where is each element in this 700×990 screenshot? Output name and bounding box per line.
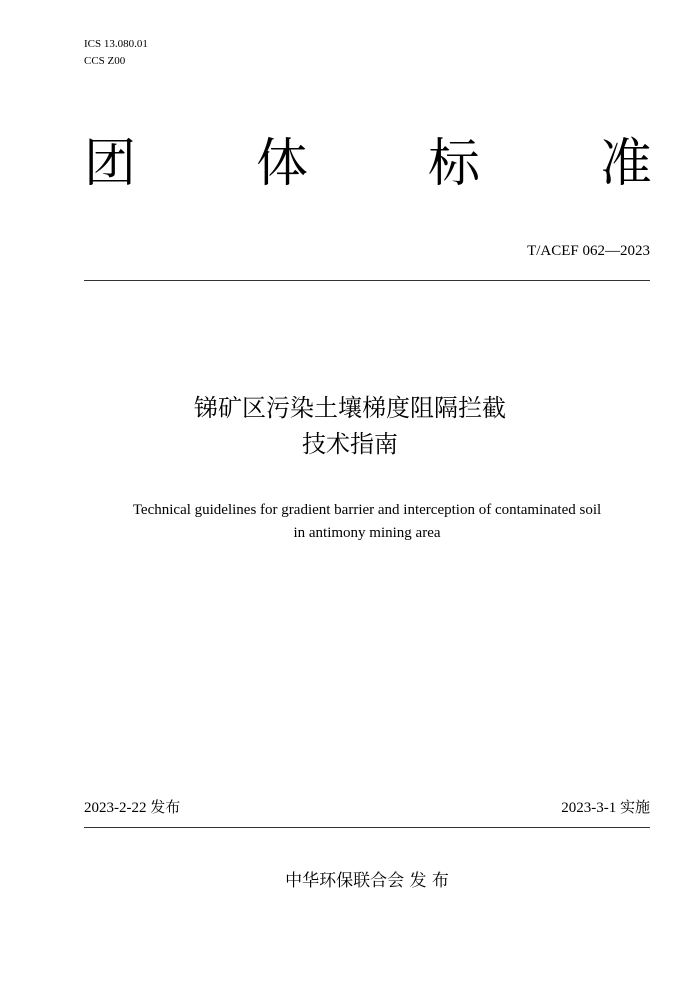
chinese-title (50, 390, 650, 462)
top-divider (84, 280, 650, 281)
bottom-divider (84, 827, 650, 828)
english-title (84, 499, 650, 545)
standard-number: T/ACEF 062—2023 (527, 243, 650, 259)
chinese-title-line-2: 技术指南 (302, 430, 398, 458)
publisher: 中华环保联合会 发 布 (285, 871, 449, 891)
english-title-line-1: Technical guidelines for gradient barrier and interception of contaminated soil (132, 502, 602, 518)
document-type-char: 团 (84, 134, 137, 194)
english-title-line-2: in antimony mining area (293, 525, 441, 541)
document-type-heading (84, 132, 652, 196)
document-type-char: 准 (599, 134, 652, 194)
classification-codes (84, 36, 148, 70)
ccs-code: CCS Z00 (84, 55, 126, 67)
issue-date: 2023-2-22 发布 (84, 800, 181, 816)
implementation-date: 2023-3-1 实施 (561, 800, 650, 816)
document-type-char: 标 (427, 134, 480, 194)
document-type-char: 体 (255, 134, 308, 194)
chinese-title-line-1: 锑矿区污染土壤梯度阻隔拦截 (194, 394, 506, 422)
ics-code: ICS 13.080.01 (84, 38, 148, 50)
